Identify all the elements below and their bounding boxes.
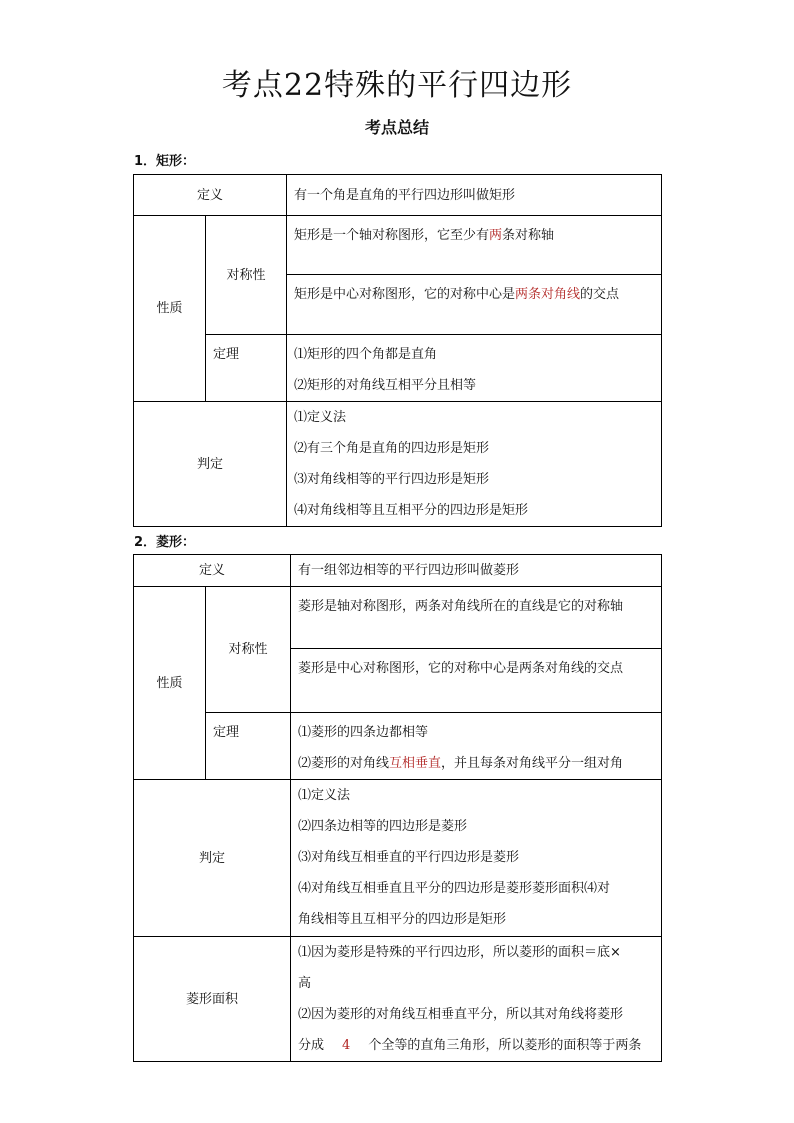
symmetry-center-text: 菱形是中心对称图形，它的对称中心是两条对角线的交点 <box>291 649 662 713</box>
highlight-number: 4 <box>342 1038 351 1053</box>
area-post: 个全等的直角三角形，所以菱形的面积等于两条 <box>368 1038 642 1053</box>
property-label: 性质 <box>134 587 206 780</box>
theorem-item: ⑴菱形的四条边都相等 <box>298 725 429 740</box>
symmetry-center-text <box>287 275 662 335</box>
theorem-list <box>287 335 662 402</box>
symmetry-center-post: 的交点 <box>580 287 620 302</box>
theorem-item <box>298 748 654 779</box>
judgment-item: ⑵有三个角是直角的四边形是矩形 <box>294 441 490 456</box>
judgment-item: ⑴定义法 <box>294 410 347 425</box>
judgment-label: 判定 <box>134 780 291 937</box>
judgment-item: ⑷对角线互相垂直且平分的四边形是菱形菱形面积⑷对 <box>298 881 611 896</box>
page-title: 考点22特殊的平行四边形 <box>221 68 573 103</box>
definition-label: 定义 <box>134 175 287 216</box>
theorem-label: 定理 <box>206 335 287 402</box>
highlight-text: 两 <box>489 228 503 243</box>
rhombus-table <box>133 554 662 1062</box>
theorem-item: ⑴矩形的四个角都是直角 <box>294 347 438 362</box>
judgment-item: 角线相等且互相平分的四边形是矩形 <box>298 912 507 927</box>
judgment-item: ⑴定义法 <box>298 788 351 803</box>
area-text <box>291 937 662 1062</box>
symmetry-label: 对称性 <box>206 216 287 335</box>
symmetry-axis-text <box>287 216 662 275</box>
symmetry-center-pre: 矩形是中心对称图形，它的对称中心是 <box>294 287 516 302</box>
property-label: 性质 <box>134 216 206 402</box>
rectangle-table <box>133 174 662 527</box>
definition-text: 有一组邻边相等的平行四边形叫做菱形 <box>291 555 662 587</box>
section-heading-rectangle: 1．矩形： <box>134 154 196 169</box>
judgment-item: ⑶对角线互相垂直的平行四边形是菱形 <box>298 850 520 865</box>
symmetry-axis-pre: 矩形是一个轴对称图形，它至少有 <box>294 228 490 243</box>
definition-text: 有一个角是直角的平行四边形叫做矩形 <box>287 175 662 216</box>
area-line: 高 <box>298 976 312 991</box>
judgment-item: ⑷对角线相等且互相平分的四边形是矩形 <box>294 503 529 518</box>
highlight-text: 两条对角线 <box>515 287 581 302</box>
judgment-item: ⑵四条边相等的四边形是菱形 <box>298 819 468 834</box>
symmetry-axis-text: 菱形是轴对称图形，两条对角线所在的直线是它的对称轴 <box>291 587 662 649</box>
theorem-list <box>291 713 662 780</box>
judgment-label: 判定 <box>134 402 287 527</box>
area-pre: 分成 <box>298 1038 325 1053</box>
definition-label: 定义 <box>134 555 291 587</box>
highlight-text: 互相垂直 <box>389 756 442 771</box>
area-line <box>298 1030 654 1061</box>
area-line: ⑴因为菱形是特殊的平行四边形，所以菱形的面积＝底× <box>298 945 621 960</box>
judgment-item: ⑶对角线相等的平行四边形是矩形 <box>294 472 490 487</box>
page-subtitle: 考点总结 <box>364 118 429 137</box>
theorem-post: ，并且每条对角线平分一组对角 <box>441 756 624 771</box>
judgment-list <box>287 402 662 527</box>
symmetry-axis-post: 条对称轴 <box>502 228 555 243</box>
section-heading-rhombus: 2．菱形： <box>134 535 196 550</box>
area-label: 菱形面积 <box>134 937 291 1062</box>
theorem-label: 定理 <box>206 713 291 780</box>
area-line: ⑵因为菱形的对角线互相垂直平分，所以其对角线将菱形 <box>298 1007 624 1022</box>
judgment-list <box>291 780 662 937</box>
symmetry-label: 对称性 <box>206 587 291 713</box>
theorem-pre: ⑵菱形的对角线 <box>298 756 390 771</box>
theorem-item: ⑵矩形的对角线互相平分且相等 <box>294 378 477 393</box>
